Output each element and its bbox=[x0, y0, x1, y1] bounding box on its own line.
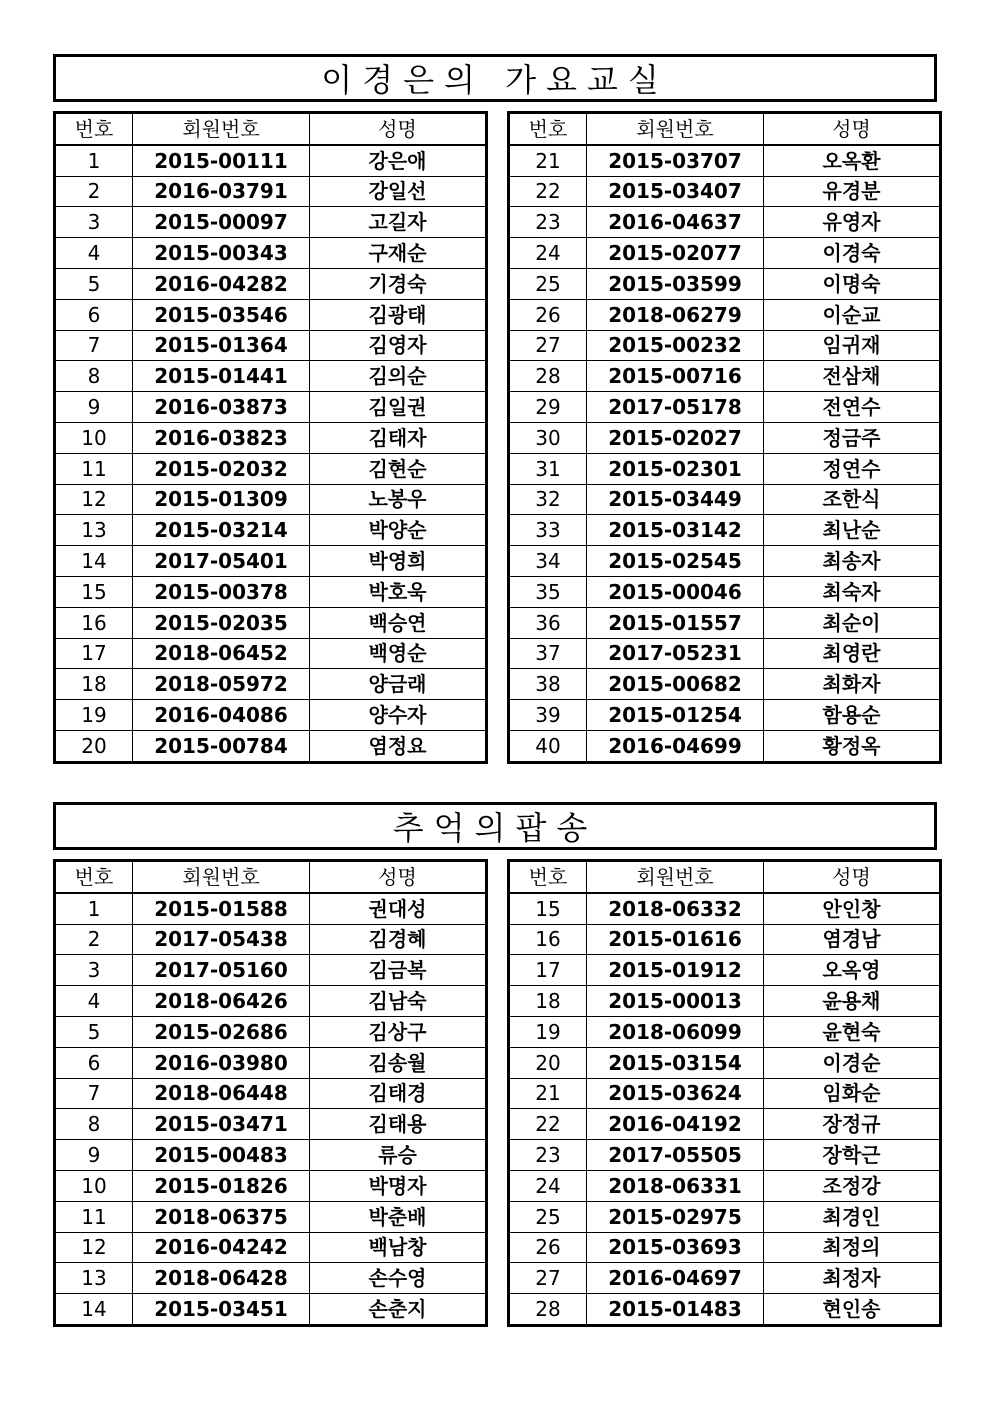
table-row bbox=[509, 1109, 941, 1140]
member-table bbox=[507, 859, 942, 1327]
member-name-cell: 김태경 bbox=[310, 1078, 487, 1109]
member-name-cell: 윤현숙 bbox=[764, 1016, 941, 1047]
member-no-cell: 3 bbox=[55, 207, 133, 238]
column-header-name: 성명 bbox=[764, 861, 941, 893]
member-name-cell: 염경남 bbox=[764, 924, 941, 955]
table-row bbox=[509, 607, 941, 638]
member-name-cell: 김금복 bbox=[310, 955, 487, 986]
member-name-cell: 현인송 bbox=[764, 1294, 941, 1326]
column-header-no: 번호 bbox=[55, 861, 133, 893]
table-row bbox=[509, 330, 941, 361]
member-name-cell: 이경숙 bbox=[764, 238, 941, 269]
member-name-cell: 염정요 bbox=[310, 730, 487, 762]
member-name-cell: 정연수 bbox=[764, 453, 941, 484]
column-header-name: 성명 bbox=[310, 861, 487, 893]
member-name-cell: 조정강 bbox=[764, 1170, 941, 1201]
column-header-member-id: 회원번호 bbox=[587, 113, 764, 145]
member-name-cell: 박양순 bbox=[310, 515, 487, 546]
member-no-cell: 7 bbox=[55, 330, 133, 361]
member-no-cell: 27 bbox=[509, 1263, 587, 1294]
member-no-cell: 25 bbox=[509, 1201, 587, 1232]
member-id-cell: 2015-00682 bbox=[587, 669, 764, 700]
table-row bbox=[509, 1294, 941, 1326]
member-no-cell: 9 bbox=[55, 1140, 133, 1171]
member-no-cell: 25 bbox=[509, 268, 587, 299]
member-name-cell: 오옥환 bbox=[764, 145, 941, 176]
member-id-cell: 2015-02975 bbox=[587, 1201, 764, 1232]
member-name-cell: 고길자 bbox=[310, 207, 487, 238]
member-no-cell: 30 bbox=[509, 422, 587, 453]
member-no-cell: 22 bbox=[509, 1109, 587, 1140]
member-no-cell: 11 bbox=[55, 1201, 133, 1232]
member-name-cell: 박춘배 bbox=[310, 1201, 487, 1232]
table-row bbox=[55, 145, 487, 176]
member-no-cell: 13 bbox=[55, 515, 133, 546]
member-id-cell: 2018-06375 bbox=[133, 1201, 310, 1232]
member-no-cell: 40 bbox=[509, 730, 587, 762]
member-id-cell: 2018-05972 bbox=[133, 669, 310, 700]
member-id-cell: 2015-01557 bbox=[587, 607, 764, 638]
table-row bbox=[509, 1078, 941, 1109]
table-row bbox=[509, 1047, 941, 1078]
member-id-cell: 2018-06331 bbox=[587, 1170, 764, 1201]
member-id-cell: 2015-00483 bbox=[133, 1140, 310, 1171]
member-id-cell: 2016-04086 bbox=[133, 700, 310, 731]
member-id-cell: 2015-03546 bbox=[133, 299, 310, 330]
member-id-cell: 2015-01588 bbox=[133, 893, 310, 924]
member-no-cell: 28 bbox=[509, 1294, 587, 1326]
member-no-cell: 28 bbox=[509, 361, 587, 392]
member-id-cell: 2015-01616 bbox=[587, 924, 764, 955]
member-no-cell: 36 bbox=[509, 607, 587, 638]
member-name-cell: 유경분 bbox=[764, 176, 941, 207]
table-row bbox=[55, 730, 487, 762]
member-id-cell: 2015-00111 bbox=[133, 145, 310, 176]
member-no-cell: 39 bbox=[509, 700, 587, 731]
table-row bbox=[55, 207, 487, 238]
table-row bbox=[55, 1109, 487, 1140]
member-no-cell: 14 bbox=[55, 1294, 133, 1326]
member-no-cell: 9 bbox=[55, 392, 133, 423]
table-row bbox=[55, 986, 487, 1017]
member-name-cell: 최난순 bbox=[764, 515, 941, 546]
member-no-cell: 15 bbox=[509, 893, 587, 924]
table-row bbox=[509, 268, 941, 299]
member-id-cell: 2015-03407 bbox=[587, 176, 764, 207]
member-no-cell: 2 bbox=[55, 176, 133, 207]
member-name-cell: 김영자 bbox=[310, 330, 487, 361]
member-no-cell: 10 bbox=[55, 422, 133, 453]
table-row bbox=[509, 669, 941, 700]
member-name-cell: 최경인 bbox=[764, 1201, 941, 1232]
member-id-cell: 2015-03154 bbox=[587, 1047, 764, 1078]
member-id-cell: 2015-02545 bbox=[587, 546, 764, 577]
member-name-cell: 최순이 bbox=[764, 607, 941, 638]
table-row bbox=[509, 546, 941, 577]
member-no-cell: 8 bbox=[55, 361, 133, 392]
member-no-cell: 1 bbox=[55, 145, 133, 176]
member-no-cell: 19 bbox=[55, 700, 133, 731]
member-name-cell: 최영란 bbox=[764, 638, 941, 669]
member-no-cell: 19 bbox=[509, 1016, 587, 1047]
member-id-cell: 2015-03471 bbox=[133, 1109, 310, 1140]
column-header-member-id: 회원번호 bbox=[133, 113, 310, 145]
member-name-cell: 최정의 bbox=[764, 1232, 941, 1263]
member-no-cell: 31 bbox=[509, 453, 587, 484]
table-row bbox=[509, 730, 941, 762]
member-id-cell: 2017-05438 bbox=[133, 924, 310, 955]
member-id-cell: 2018-06428 bbox=[133, 1263, 310, 1294]
table-row bbox=[509, 422, 941, 453]
table-header-row bbox=[509, 113, 941, 145]
member-id-cell: 2015-00046 bbox=[587, 576, 764, 607]
member-id-cell: 2015-00097 bbox=[133, 207, 310, 238]
member-name-cell: 박영희 bbox=[310, 546, 487, 577]
member-no-cell: 33 bbox=[509, 515, 587, 546]
table-row bbox=[55, 422, 487, 453]
member-id-cell: 2015-01483 bbox=[587, 1294, 764, 1326]
member-no-cell: 5 bbox=[55, 1016, 133, 1047]
table-row bbox=[509, 1170, 941, 1201]
member-name-cell: 황정옥 bbox=[764, 730, 941, 762]
member-no-cell: 35 bbox=[509, 576, 587, 607]
member-name-cell: 이명숙 bbox=[764, 268, 941, 299]
member-id-cell: 2015-00232 bbox=[587, 330, 764, 361]
table-row bbox=[509, 576, 941, 607]
member-no-cell: 22 bbox=[509, 176, 587, 207]
member-no-cell: 5 bbox=[55, 268, 133, 299]
member-table bbox=[53, 859, 488, 1327]
member-name-cell: 류승 bbox=[310, 1140, 487, 1171]
table-row bbox=[509, 176, 941, 207]
member-id-cell: 2016-04697 bbox=[587, 1263, 764, 1294]
member-id-cell: 2015-00343 bbox=[133, 238, 310, 269]
member-name-cell: 강은애 bbox=[310, 145, 487, 176]
member-no-cell: 20 bbox=[509, 1047, 587, 1078]
member-id-cell: 2017-05505 bbox=[587, 1140, 764, 1171]
member-no-cell: 18 bbox=[55, 669, 133, 700]
member-name-cell: 김의순 bbox=[310, 361, 487, 392]
table-row bbox=[55, 893, 487, 924]
member-id-cell: 2017-05231 bbox=[587, 638, 764, 669]
member-name-cell: 정금주 bbox=[764, 422, 941, 453]
member-name-cell: 윤용채 bbox=[764, 986, 941, 1017]
table-row bbox=[55, 1263, 487, 1294]
member-no-cell: 14 bbox=[55, 546, 133, 577]
member-no-cell: 3 bbox=[55, 955, 133, 986]
member-id-cell: 2015-01309 bbox=[133, 484, 310, 515]
member-name-cell: 유영자 bbox=[764, 207, 941, 238]
table-header-row bbox=[55, 113, 487, 145]
table-row bbox=[55, 1047, 487, 1078]
member-id-cell: 2015-03707 bbox=[587, 145, 764, 176]
member-no-cell: 17 bbox=[55, 638, 133, 669]
table-row bbox=[55, 1232, 487, 1263]
member-id-cell: 2015-01364 bbox=[133, 330, 310, 361]
member-name-cell: 오옥영 bbox=[764, 955, 941, 986]
member-name-cell: 강일선 bbox=[310, 176, 487, 207]
table-row bbox=[55, 484, 487, 515]
member-name-cell: 전연수 bbox=[764, 392, 941, 423]
table-row bbox=[55, 238, 487, 269]
table-row bbox=[55, 268, 487, 299]
table-row bbox=[55, 1294, 487, 1326]
member-id-cell: 2015-02077 bbox=[587, 238, 764, 269]
section-title-class-2: 추억의팝송 bbox=[53, 802, 937, 850]
column-header-name: 성명 bbox=[310, 113, 487, 145]
member-name-cell: 손수영 bbox=[310, 1263, 487, 1294]
member-id-cell: 2018-06279 bbox=[587, 299, 764, 330]
member-name-cell: 손춘지 bbox=[310, 1294, 487, 1326]
table-row bbox=[509, 1232, 941, 1263]
member-name-cell: 김현순 bbox=[310, 453, 487, 484]
member-no-cell: 26 bbox=[509, 1232, 587, 1263]
member-name-cell: 김광태 bbox=[310, 299, 487, 330]
table-row bbox=[509, 453, 941, 484]
column-header-no: 번호 bbox=[55, 113, 133, 145]
member-no-cell: 27 bbox=[509, 330, 587, 361]
member-no-cell: 7 bbox=[55, 1078, 133, 1109]
member-no-cell: 24 bbox=[509, 238, 587, 269]
column-header-name: 성명 bbox=[764, 113, 941, 145]
member-id-cell: 2015-00013 bbox=[587, 986, 764, 1017]
member-id-cell: 2015-02301 bbox=[587, 453, 764, 484]
table-row bbox=[509, 1016, 941, 1047]
member-name-cell: 이경순 bbox=[764, 1047, 941, 1078]
member-no-cell: 10 bbox=[55, 1170, 133, 1201]
member-no-cell: 4 bbox=[55, 986, 133, 1017]
member-name-cell: 임화순 bbox=[764, 1078, 941, 1109]
member-name-cell: 기경숙 bbox=[310, 268, 487, 299]
member-id-cell: 2018-06332 bbox=[587, 893, 764, 924]
table-row bbox=[55, 1078, 487, 1109]
table-row bbox=[55, 669, 487, 700]
member-name-cell: 최화자 bbox=[764, 669, 941, 700]
table-row bbox=[509, 1263, 941, 1294]
section-title-class-1: 이경은의 가요교실 bbox=[53, 54, 937, 102]
member-name-cell: 김송월 bbox=[310, 1047, 487, 1078]
table-row bbox=[55, 924, 487, 955]
table-header-row bbox=[55, 861, 487, 893]
member-name-cell: 전삼채 bbox=[764, 361, 941, 392]
member-id-cell: 2015-02686 bbox=[133, 1016, 310, 1047]
member-id-cell: 2015-02027 bbox=[587, 422, 764, 453]
member-no-cell: 13 bbox=[55, 1263, 133, 1294]
member-id-cell: 2017-05178 bbox=[587, 392, 764, 423]
table-row bbox=[55, 1140, 487, 1171]
member-name-cell: 최숙자 bbox=[764, 576, 941, 607]
member-id-cell: 2015-01912 bbox=[587, 955, 764, 986]
table-row bbox=[55, 392, 487, 423]
member-no-cell: 23 bbox=[509, 1140, 587, 1171]
member-table bbox=[53, 111, 488, 764]
table-row bbox=[55, 361, 487, 392]
member-no-cell: 11 bbox=[55, 453, 133, 484]
member-no-cell: 21 bbox=[509, 1078, 587, 1109]
member-id-cell: 2015-03624 bbox=[587, 1078, 764, 1109]
member-id-cell: 2018-06448 bbox=[133, 1078, 310, 1109]
member-id-cell: 2015-03214 bbox=[133, 515, 310, 546]
member-name-cell: 김태자 bbox=[310, 422, 487, 453]
member-id-cell: 2015-02035 bbox=[133, 607, 310, 638]
table-row bbox=[55, 299, 487, 330]
table-row bbox=[509, 986, 941, 1017]
member-name-cell: 이순교 bbox=[764, 299, 941, 330]
member-id-cell: 2015-00716 bbox=[587, 361, 764, 392]
member-id-cell: 2015-03693 bbox=[587, 1232, 764, 1263]
member-no-cell: 32 bbox=[509, 484, 587, 515]
column-header-no: 번호 bbox=[509, 113, 587, 145]
member-name-cell: 구재순 bbox=[310, 238, 487, 269]
member-id-cell: 2018-06452 bbox=[133, 638, 310, 669]
table-row bbox=[509, 515, 941, 546]
member-id-cell: 2016-04242 bbox=[133, 1232, 310, 1263]
table-row bbox=[509, 924, 941, 955]
table-row bbox=[55, 176, 487, 207]
member-no-cell: 12 bbox=[55, 484, 133, 515]
member-name-cell: 김일권 bbox=[310, 392, 487, 423]
member-no-cell: 2 bbox=[55, 924, 133, 955]
member-id-cell: 2015-01254 bbox=[587, 700, 764, 731]
member-no-cell: 16 bbox=[55, 607, 133, 638]
table-row bbox=[55, 700, 487, 731]
member-name-cell: 조한식 bbox=[764, 484, 941, 515]
member-name-cell: 장학근 bbox=[764, 1140, 941, 1171]
member-id-cell: 2016-04699 bbox=[587, 730, 764, 762]
table-row bbox=[55, 546, 487, 577]
table-row bbox=[55, 638, 487, 669]
column-header-member-id: 회원번호 bbox=[587, 861, 764, 893]
table-row bbox=[509, 955, 941, 986]
member-no-cell: 21 bbox=[509, 145, 587, 176]
member-no-cell: 4 bbox=[55, 238, 133, 269]
member-id-cell: 2018-06099 bbox=[587, 1016, 764, 1047]
member-id-cell: 2016-03823 bbox=[133, 422, 310, 453]
member-name-cell: 최송자 bbox=[764, 546, 941, 577]
member-name-cell: 노봉우 bbox=[310, 484, 487, 515]
table-row bbox=[509, 392, 941, 423]
table-row bbox=[509, 361, 941, 392]
table-row bbox=[509, 1140, 941, 1171]
member-no-cell: 15 bbox=[55, 576, 133, 607]
table-row bbox=[509, 700, 941, 731]
member-name-cell: 김경혜 bbox=[310, 924, 487, 955]
member-name-cell: 김상구 bbox=[310, 1016, 487, 1047]
table-row bbox=[55, 330, 487, 361]
table-row bbox=[55, 1170, 487, 1201]
member-name-cell: 함용순 bbox=[764, 700, 941, 731]
member-id-cell: 2015-00784 bbox=[133, 730, 310, 762]
member-no-cell: 1 bbox=[55, 893, 133, 924]
member-name-cell: 김남숙 bbox=[310, 986, 487, 1017]
member-no-cell: 17 bbox=[509, 955, 587, 986]
member-name-cell: 백영순 bbox=[310, 638, 487, 669]
member-name-cell: 양수자 bbox=[310, 700, 487, 731]
member-name-cell: 권대성 bbox=[310, 893, 487, 924]
member-name-cell: 장정규 bbox=[764, 1109, 941, 1140]
member-id-cell: 2017-05160 bbox=[133, 955, 310, 986]
member-id-cell: 2015-02032 bbox=[133, 453, 310, 484]
member-name-cell: 양금래 bbox=[310, 669, 487, 700]
member-id-cell: 2016-04637 bbox=[587, 207, 764, 238]
member-id-cell: 2015-03451 bbox=[133, 1294, 310, 1326]
table-row bbox=[55, 515, 487, 546]
member-no-cell: 12 bbox=[55, 1232, 133, 1263]
member-no-cell: 38 bbox=[509, 669, 587, 700]
member-name-cell: 김태용 bbox=[310, 1109, 487, 1140]
member-name-cell: 백승연 bbox=[310, 607, 487, 638]
member-no-cell: 23 bbox=[509, 207, 587, 238]
member-no-cell: 18 bbox=[509, 986, 587, 1017]
member-no-cell: 24 bbox=[509, 1170, 587, 1201]
member-id-cell: 2018-06426 bbox=[133, 986, 310, 1017]
table-row bbox=[55, 576, 487, 607]
member-no-cell: 20 bbox=[55, 730, 133, 762]
member-id-cell: 2016-03873 bbox=[133, 392, 310, 423]
table-row bbox=[55, 453, 487, 484]
member-no-cell: 29 bbox=[509, 392, 587, 423]
member-name-cell: 최정자 bbox=[764, 1263, 941, 1294]
member-id-cell: 2016-03791 bbox=[133, 176, 310, 207]
table-row bbox=[55, 1016, 487, 1047]
table-row bbox=[55, 1201, 487, 1232]
table-header-row bbox=[509, 861, 941, 893]
member-table bbox=[507, 111, 942, 764]
member-id-cell: 2015-00378 bbox=[133, 576, 310, 607]
table-row bbox=[509, 893, 941, 924]
table-row bbox=[509, 207, 941, 238]
member-name-cell: 백남창 bbox=[310, 1232, 487, 1263]
member-id-cell: 2017-05401 bbox=[133, 546, 310, 577]
member-no-cell: 6 bbox=[55, 299, 133, 330]
member-no-cell: 8 bbox=[55, 1109, 133, 1140]
member-name-cell: 박호욱 bbox=[310, 576, 487, 607]
table-row bbox=[55, 607, 487, 638]
member-id-cell: 2015-03142 bbox=[587, 515, 764, 546]
member-id-cell: 2016-04192 bbox=[587, 1109, 764, 1140]
table-row bbox=[509, 638, 941, 669]
member-id-cell: 2015-03599 bbox=[587, 268, 764, 299]
table-row bbox=[55, 955, 487, 986]
column-header-no: 번호 bbox=[509, 861, 587, 893]
table-row bbox=[509, 238, 941, 269]
member-id-cell: 2016-04282 bbox=[133, 268, 310, 299]
member-id-cell: 2015-01826 bbox=[133, 1170, 310, 1201]
member-no-cell: 6 bbox=[55, 1047, 133, 1078]
member-no-cell: 34 bbox=[509, 546, 587, 577]
member-name-cell: 임귀재 bbox=[764, 330, 941, 361]
table-row bbox=[509, 145, 941, 176]
table-row bbox=[509, 1201, 941, 1232]
table-row bbox=[509, 484, 941, 515]
table-row bbox=[509, 299, 941, 330]
member-no-cell: 16 bbox=[509, 924, 587, 955]
member-no-cell: 26 bbox=[509, 299, 587, 330]
member-name-cell: 안인창 bbox=[764, 893, 941, 924]
member-name-cell: 박명자 bbox=[310, 1170, 487, 1201]
member-id-cell: 2015-03449 bbox=[587, 484, 764, 515]
member-no-cell: 37 bbox=[509, 638, 587, 669]
member-id-cell: 2016-03980 bbox=[133, 1047, 310, 1078]
column-header-member-id: 회원번호 bbox=[133, 861, 310, 893]
member-id-cell: 2015-01441 bbox=[133, 361, 310, 392]
